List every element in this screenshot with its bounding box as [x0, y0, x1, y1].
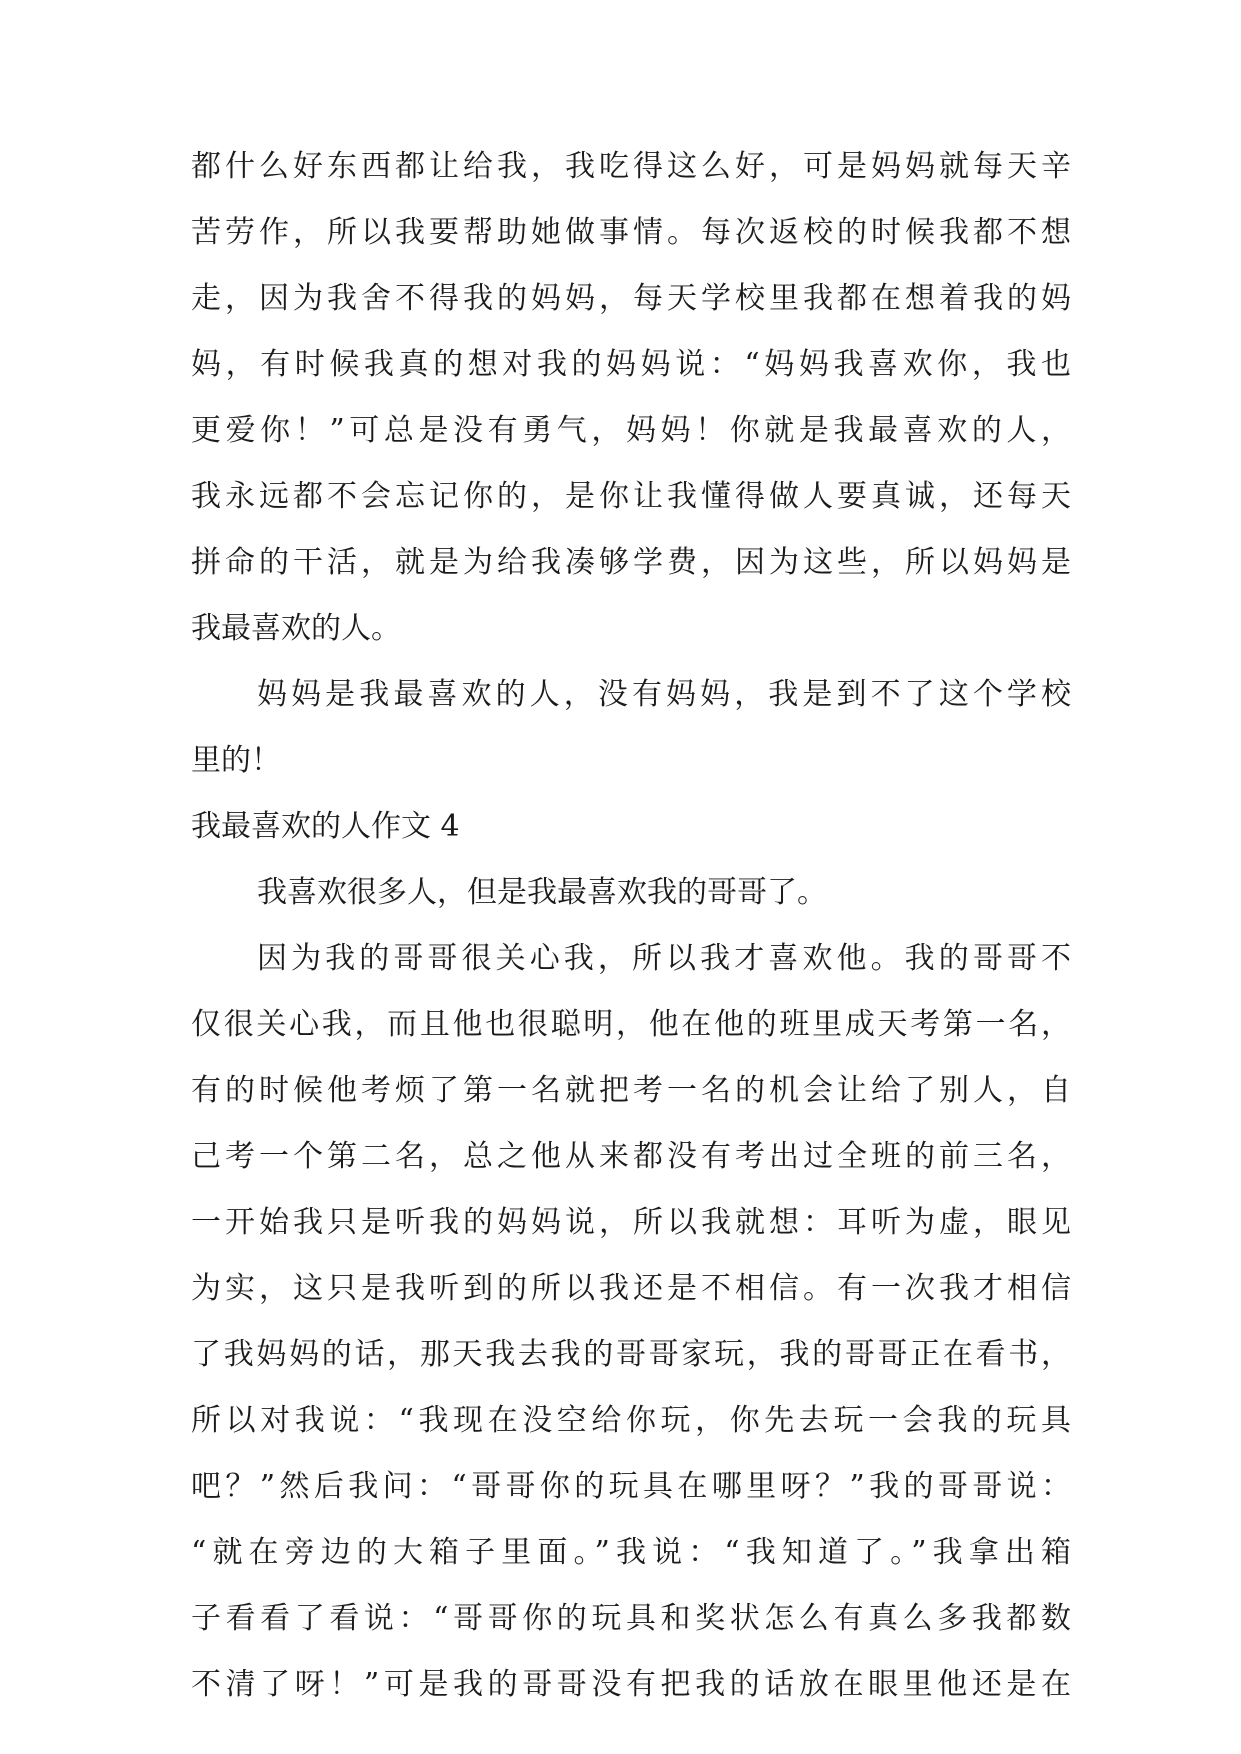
text-line: 有的时候他考烦了第一名就把考一名的机会让给了别人，自 [191, 1073, 1071, 1108]
paragraph-first-line: 妈妈是我最喜欢的人，没有妈妈，我是到不了这个学校 [257, 677, 1071, 712]
text-line: 走，因为我舍不得我的妈妈，每天学校里我都在想着我的妈 [191, 281, 1071, 316]
text-line: 不清了呀！”可是我的哥哥没有把我的话放在眼里他还是在 [191, 1667, 1071, 1702]
text-line: 我永远都不会忘记你的，是你让我懂得做人要真诚，还每天 [191, 479, 1071, 514]
text-line: 苦劳作，所以我要帮助她做事情。每次返校的时候我都不想 [191, 215, 1071, 250]
text-line: 己考一个第二名，总之他从来都没有考出过全班的前三名， [191, 1139, 1071, 1174]
text-line: 拼命的干活，就是为给我凑够学费，因为这些，所以妈妈是 [191, 545, 1071, 580]
text-line: 了我妈妈的话，那天我去我的哥哥家玩，我的哥哥正在看书， [191, 1337, 1071, 1372]
text-line: 里的！ [191, 743, 281, 778]
text-line: 为实，这只是我听到的所以我还是不相信。有一次我才相信 [191, 1271, 1071, 1306]
text-line: 都什么好东西都让给我，我吃得这么好，可是妈妈就每天辛 [191, 149, 1071, 184]
text-line: 吧？”然后我问：“哥哥你的玩具在哪里呀？”我的哥哥说： [191, 1469, 1071, 1504]
text-line: 所以对我说：“我现在没空给你玩，你先去玩一会我的玩具 [191, 1403, 1071, 1438]
text-line: 子看看了看说：“哥哥你的玩具和奖状怎么有真么多我都数 [191, 1601, 1071, 1636]
essay-heading: 我最喜欢的人作文 4 [191, 809, 460, 844]
text-line: 我最喜欢的人。 [191, 611, 401, 646]
paragraph-first-line: 因为我的哥哥很关心我，所以我才喜欢他。我的哥哥不 [257, 941, 1071, 976]
text-line: 妈，有时候我真的想对我的妈妈说：“妈妈我喜欢你，我也 [191, 347, 1071, 382]
text-line: 更爱你！”可总是没有勇气，妈妈！你就是我最喜欢的人， [191, 413, 1071, 448]
text-line: 仅很关心我，而且他也很聪明，他在他的班里成天考第一名， [191, 1007, 1071, 1042]
paragraph-first-line: 我喜欢很多人，但是我最喜欢我的哥哥了。 [257, 875, 827, 910]
text-line: “就在旁边的大箱子里面。”我说：“我知道了。”我拿出箱 [191, 1535, 1071, 1570]
text-line: 一开始我只是听我的妈妈说，所以我就想：耳听为虚，眼见 [191, 1205, 1071, 1240]
